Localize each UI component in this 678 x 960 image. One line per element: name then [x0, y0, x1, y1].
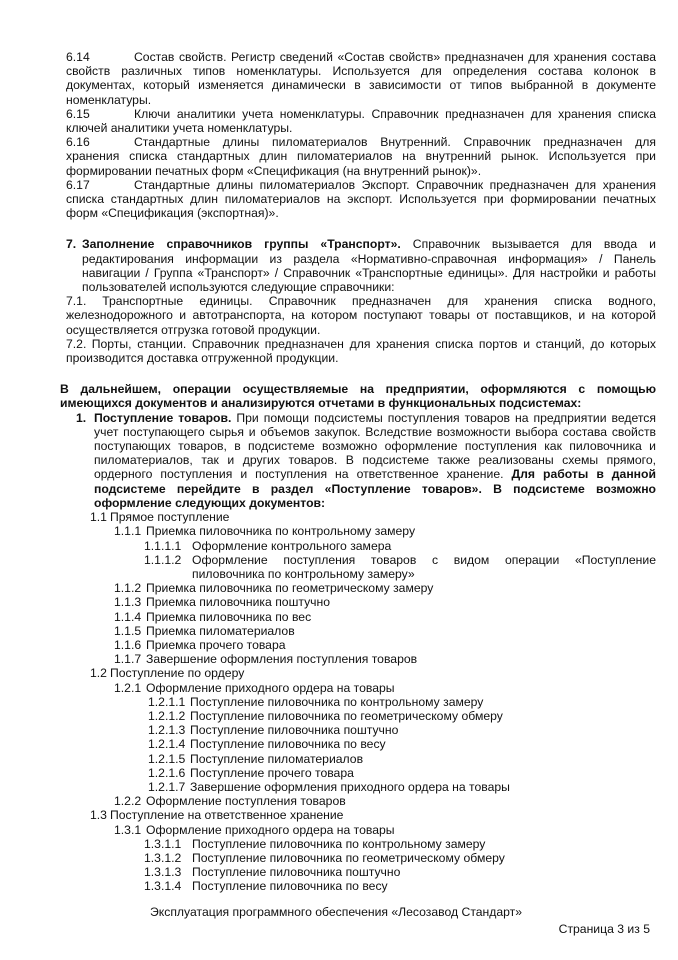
- outline-item: [66, 865, 656, 879]
- outline-number: 1.2.1.3: [148, 723, 186, 738]
- section-7-item: [66, 294, 656, 337]
- outline-item: [66, 695, 656, 709]
- outline-item: [66, 879, 656, 893]
- item-text: Транспортные единицы. Справочник предназначен для хранения списка водного, железнодорожного и автотранспорта, на котором поступают товары от поставщиков, и на которой осуществляется отгрузка готовой продукции.: [66, 294, 656, 337]
- item-number: 6.17: [66, 177, 90, 192]
- outline-text: Приемка пиловочника по геометрическому замеру: [146, 581, 434, 596]
- subsystem-instruction: Для работы в данной подсистеме перейдите в раздел «Поступление товаров». В подсистеме возможно оформление следующих документов:: [94, 467, 656, 510]
- outline-text: Поступление прочего товара: [190, 765, 354, 780]
- subsystem-number: 1.: [76, 410, 87, 425]
- section-6-item: [66, 107, 656, 135]
- outline-text: Поступление пиловочника по геометрическому обмеру: [192, 850, 505, 865]
- outline-number: 1.1.6: [114, 637, 142, 652]
- outline-text: Оформление поступления товаров с видом операции «Поступление пиловочника по контрольному замеру»: [192, 552, 656, 581]
- outline-item: [66, 723, 656, 737]
- outline-item: [66, 539, 656, 553]
- outline-number: 1.1.3: [114, 595, 142, 610]
- outline-text: Приемка прочего товара: [146, 637, 286, 652]
- outline-number: 1.2.1.4: [148, 737, 186, 752]
- item-number: 6.15: [66, 106, 90, 121]
- outline-text: Оформление контрольного замера: [192, 538, 392, 553]
- outline-item: [66, 709, 656, 723]
- outline-item: [66, 780, 656, 794]
- outline-text: Завершение оформления приходного ордера на товары: [190, 779, 510, 794]
- outline-text: Приемка пиловочника поштучно: [146, 595, 331, 610]
- item-text: Стандартные длины пиломатериалов Внутренний. Справочник предназначен для хранения списка стандартных длин пиломатериалов на внутренний рынок. Используется при формировании печатных форм «Спецификация (на внутренний рынок)».: [66, 135, 656, 178]
- outline-text: Поступление по ордеру: [110, 666, 245, 681]
- outline-text: Прямое поступление: [110, 510, 230, 525]
- outline-item: [66, 638, 656, 652]
- page-footer: [150, 905, 650, 919]
- footer-title: Эксплуатация программного обеспечения «Лесозавод Стандарт»: [150, 905, 523, 919]
- outline-number: 1.1.1.2: [144, 552, 182, 567]
- outline-number: 1.2.1.5: [148, 751, 186, 766]
- section-7-item: [66, 337, 656, 365]
- outline-item: [66, 681, 656, 695]
- outline-item: [66, 752, 656, 766]
- outline-text: Поступление пиловочника по весу: [192, 879, 388, 894]
- section-6-item: [66, 50, 656, 107]
- outline-text: Приемка пиловочника по контрольному замеру: [146, 524, 416, 539]
- section-number: 7.: [66, 237, 77, 252]
- outline-number: 1.1.1: [114, 524, 142, 539]
- outline-text: Завершение оформления поступления товаров: [146, 652, 418, 667]
- outline-number: 1.3.1.3: [144, 865, 182, 880]
- outline-item: [66, 823, 656, 837]
- outline-item: [66, 524, 656, 538]
- item-number: 6.16: [66, 135, 90, 150]
- outline-number: 1.2.1.1: [148, 694, 186, 709]
- subsystem-item: [66, 411, 656, 510]
- outline-item: [66, 737, 656, 751]
- outline-number: 1.3.1: [114, 822, 142, 837]
- outline-text: Поступление на ответственное хранение: [110, 808, 344, 823]
- outline-item: [66, 553, 656, 581]
- outline-number: 1.1.7: [114, 652, 142, 667]
- item-number: 6.14: [66, 50, 90, 64]
- outline-number: 1.3.1.1: [144, 836, 182, 851]
- section-7: [66, 237, 656, 294]
- outline-number: 1.2.1.6: [148, 765, 186, 780]
- outline-text: Поступление пиловочника поштучно: [192, 865, 401, 880]
- outline-item: [66, 510, 656, 524]
- outline-text: Поступление пиловочника по контрольному замеру: [190, 694, 484, 709]
- item-text: Состав свойств. Регистр сведений «Состав свойств» предназначен для хранения состава свойств различных типов номенклатуры. Используется для определения состава колонок в документах, который изменяется динамически в зависимости от типов выбранной в документе номенклатуры.: [66, 50, 656, 107]
- outline-number: 1.1.4: [114, 609, 142, 624]
- outline-text: Поступление пиловочника по геометрическому обмеру: [190, 708, 503, 723]
- outline-number: 1.2.2: [114, 794, 142, 809]
- section-title: Заполнение справочников группы «Транспорт».: [82, 237, 401, 252]
- outline-item: [66, 666, 656, 680]
- outline-item: [66, 595, 656, 609]
- section-text: Справочник вызывается для ввода и редактирования информации из раздела «Нормативно-справочная информация» / Панель навигации / Группа «Транспорт» / Справочник «Транспортные единицы». Для настройки и работы пользователей используются следующие справочники:: [82, 237, 656, 295]
- outline-number: 1.1.1.1: [144, 538, 182, 553]
- outline-number: 1.1: [90, 510, 107, 525]
- outline-text: Приемка пиломатериалов: [146, 623, 295, 638]
- page-number: Страница 3 из 5: [558, 922, 650, 936]
- outline-item: [66, 794, 656, 808]
- outline-item: [66, 581, 656, 595]
- outline-number: 1.1.5: [114, 623, 142, 638]
- subsystem-title: Поступление товаров.: [94, 410, 232, 425]
- outline-item: [66, 652, 656, 666]
- outline-text: Поступление пиломатериалов: [190, 751, 364, 766]
- item-number: 7.2.: [66, 336, 87, 351]
- outline-text: Приемка пиловочника по вес: [146, 609, 312, 624]
- outline-number: 1.1.2: [114, 581, 142, 596]
- section-6-item: [66, 135, 656, 178]
- subsystem-text: При помощи подсистемы поступления товаров на предприятии ведется учет поступающего сырья и объемов закупок. Вследствие возможности выбора состава свойств поступающих товаров, в подсистеме возможно оформление поступления как пиловочника и пиломатериалов, так и других товаров. В подсистеме также реализованы схемы прямого, ордерного поступления и поступления на ответственное хранение.: [94, 410, 656, 482]
- outline-text: Оформление приходного ордера на товары: [146, 822, 395, 837]
- outline-number: 1.3.1.4: [144, 879, 182, 894]
- outline-item: [66, 837, 656, 851]
- outline-text: Поступление пиловочника поштучно: [190, 723, 399, 738]
- outline-text: Поступление пиловочника по контрольному замеру: [192, 836, 486, 851]
- outline-text: Поступление пиловочника по весу: [190, 737, 386, 752]
- document-outline: [66, 510, 656, 893]
- outline-item: [66, 610, 656, 624]
- outline-text: Оформление приходного ордера на товары: [146, 680, 395, 695]
- outline-number: 1.2.1.2: [148, 708, 186, 723]
- item-number: 7.1.: [66, 294, 87, 309]
- item-text: Стандартные длины пиломатериалов Экспорт. Справочник предназначен для хранения списка стандартных длин пиломатериалов на экспорт. Используется при формировании печатных форм «Спецификация (экспортная)».: [66, 177, 656, 221]
- outline-item: [66, 766, 656, 780]
- outline-item: [66, 624, 656, 638]
- outline-number: 1.3: [90, 808, 107, 823]
- item-text: Ключи аналитики учета номенклатуры. Справочник предназначен для хранения списка ключей аналитики учета номенклатуры.: [66, 106, 656, 136]
- outline-number: 1.3.1.2: [144, 850, 182, 865]
- section-6-item: [66, 178, 656, 221]
- outline-item: [66, 851, 656, 865]
- document-page: [60, 50, 657, 894]
- intro-paragraph: В дальнейшем, операции осуществляемые на предприятии, оформляются с помощью имеющихся документов и анализируются отчетами в функциональных подсистемах:: [60, 382, 656, 411]
- item-text: Порты, станции. Справочник предназначен для хранения списка портов и станций, до которых производится доставка отгруженной продукции.: [66, 336, 657, 366]
- outline-text: Оформление поступления товаров: [146, 794, 346, 809]
- outline-number: 1.2.1: [114, 680, 142, 695]
- outline-item: [66, 808, 656, 822]
- outline-number: 1.2.1.7: [148, 779, 186, 794]
- outline-number: 1.2: [90, 666, 107, 681]
